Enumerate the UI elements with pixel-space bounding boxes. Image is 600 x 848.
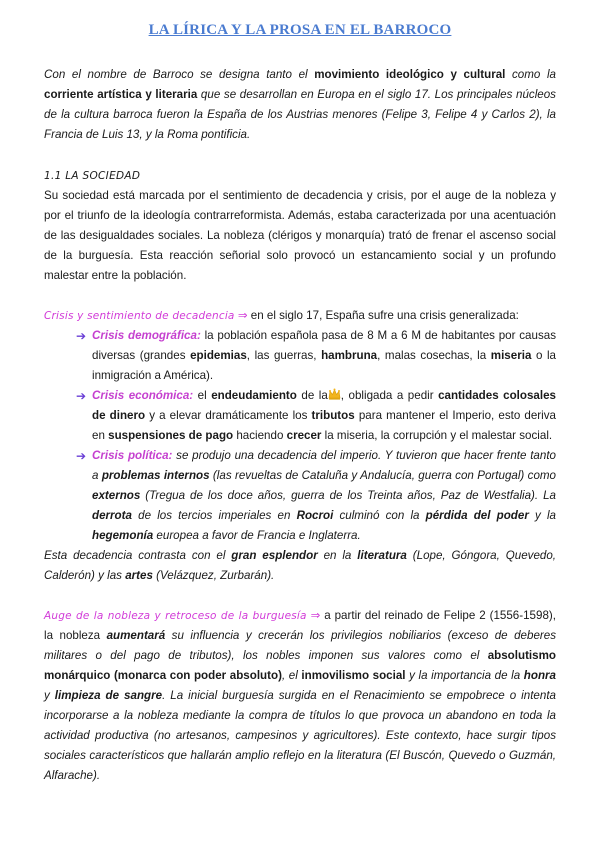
item-text: la población española pasa de 8 M a 6 M de habitantes por causas diversas (grandes — [92, 329, 556, 362]
item-text: haciendo — [233, 429, 287, 442]
auge-bold: aumentará — [106, 629, 166, 642]
crisis-lead — [44, 306, 556, 326]
auge-paragraph — [44, 606, 556, 786]
item-text: de la — [296, 389, 328, 402]
item-text: culminó con la — [333, 509, 426, 522]
closing-text: en la — [317, 549, 358, 562]
intro-text: Con el nombre de Barroco se designa tanto el — [44, 68, 315, 81]
crisis-list — [44, 326, 556, 546]
intro-text: como la — [505, 68, 556, 81]
auge-text: y — [44, 689, 55, 702]
auge-text: . La inicial burguesía surgida en el Renacimiento se empobrece o intenta incorporarse a la nobleza mediante la compra de títulos lo que provoca un abandono en toda la actividad productiva (no artesanos, campesinos y agricultores). Este contexto, hace surgir tipos sociales característicos que hallarán amplio reflejo en la literatura (El Buscón, Quevedo o Guzmán, Alfarache). — [44, 689, 556, 782]
intro-paragraph — [44, 65, 556, 145]
closing-text: (Velázquez, Zurbarán). — [152, 569, 275, 582]
list-item — [76, 446, 556, 546]
item-text: , las guerras, — [246, 349, 322, 362]
auge-text: , el — [281, 669, 302, 682]
list-item — [76, 386, 556, 446]
item-bold: endeudamiento — [211, 389, 297, 402]
item-bold: cantidades colosales de dinero — [92, 389, 556, 422]
item-bold: problemas internos — [101, 469, 210, 482]
closing-bold: artes — [125, 569, 153, 582]
double-arrow-icon: ⇒ — [237, 309, 248, 322]
item-text: el — [193, 389, 212, 402]
item-label: Crisis económica: — [92, 389, 194, 402]
item-text: , obligada a pedir — [340, 389, 439, 402]
closing-bold: literatura — [357, 549, 407, 562]
list-item — [76, 326, 556, 386]
item-bold: tributos — [311, 409, 355, 422]
item-text: de los tercios imperiales en — [131, 509, 297, 522]
auge-text: su influencia y crecerán los privilegios nobiliarios (exceso de deberes militares o del pago de tributos), los nobles imponen sus valores como el — [44, 629, 556, 662]
item-text: europea a favor de Francia e Inglaterra. — [153, 529, 361, 542]
item-text: (Tregua de los doce años, guerra de los Treinta años, Paz de Westfalia). La — [140, 489, 556, 502]
item-bold: epidemias — [190, 349, 247, 362]
closing-text: (Lope, Góngora, Quevedo, Calderón) y las — [44, 549, 557, 582]
item-text: se produjo una decadencia del imperio. Y tuvieron que hacer frente tanto a — [92, 449, 556, 482]
crown-icon — [328, 388, 341, 400]
intro-text: que se desarrollan en Europa en el siglo 17. Los principales núcleos de la cultura barroca fueron la España de los Austrias menores (Felipe 3, Felipe 4 y Carlos 2), la Francia de Luis 13, y la Roma pontificia. — [44, 88, 556, 141]
crisis-heading: Crisis y sentimiento de decadencia — [44, 310, 235, 322]
auge-heading: Auge de la nobleza y retroceso de la burguesía — [44, 610, 307, 622]
item-text: , malas cosechas, la — [377, 349, 491, 362]
item-bold: Rocroi — [296, 509, 334, 522]
auge-bold: limpieza de sangre — [54, 689, 163, 702]
item-text: para mantener el Imperio, esto deriva en — [92, 409, 556, 442]
item-bold: externos — [92, 489, 141, 502]
item-bold: miseria — [490, 349, 532, 362]
item-text: la miseria, la corrupción y el malestar social. — [321, 429, 553, 442]
arrow-right-icon: ➔ — [76, 329, 87, 343]
auge-bold: honra — [523, 669, 557, 682]
auge-bold: inmovilismo social — [301, 669, 406, 682]
item-bold: hegemonía — [92, 529, 154, 542]
arrow-right-icon: ➔ — [76, 449, 87, 463]
item-text: y la — [528, 509, 557, 522]
closing-text: Esta decadencia contrasta con el — [44, 549, 232, 562]
auge-bold: absolutismo monárquico (monarca con poder absoluto) — [44, 649, 556, 682]
arrow-right-icon: ➔ — [76, 389, 87, 403]
sociedad-paragraph: Su sociedad está marcada por el sentimiento de decadencia y crisis, por el auge de la nobleza y por el triunfo de la ideología contrarreformista. Además, estaba caracterizada por una acentuación de las desigualdades sociales. La nobleza (clérigos y monarquía) trató de frenar el ascenso social de la burguesía. Esta reacción señorial solo provocó un estancamiento social y un profundo malestar entre la población. — [44, 189, 556, 282]
section-heading-sociedad: 1.1 LA SOCIEDAD — [44, 170, 141, 182]
item-bold: suspensiones de pago — [108, 429, 234, 442]
double-arrow-icon: ⇒ — [310, 609, 321, 622]
item-bold: hambruna — [321, 349, 378, 362]
item-text: y a elevar dramáticamente los — [145, 409, 312, 422]
auge-text: a partir del reinado de Felipe 2 (1556-1598), la nobleza — [44, 609, 556, 642]
auge-text: y la importancia de la — [405, 669, 524, 682]
crisis-lead-text: en el siglo 17, España sufre una crisis generalizada: — [247, 309, 519, 322]
intro-bold: corriente artística y literaria — [44, 88, 198, 101]
intro-bold: movimiento ideológico y cultural — [314, 68, 506, 81]
closing-bold: gran esplendor — [231, 549, 318, 562]
page-title: LA LÍRICA Y LA PROSA EN EL BARROCO — [148, 22, 452, 38]
item-text: (las revueltas de Cataluña y Andalucía, guerra con Portugal) como — [209, 469, 557, 482]
item-text: o la inmigración a América). — [92, 349, 556, 382]
item-bold: crecer — [286, 429, 322, 442]
item-label: Crisis política: — [92, 449, 173, 462]
item-bold: pérdida del poder — [425, 509, 529, 522]
item-label: Crisis demográfica: — [92, 329, 201, 342]
crisis-closing — [44, 546, 556, 586]
item-bold: derrota — [92, 509, 132, 522]
